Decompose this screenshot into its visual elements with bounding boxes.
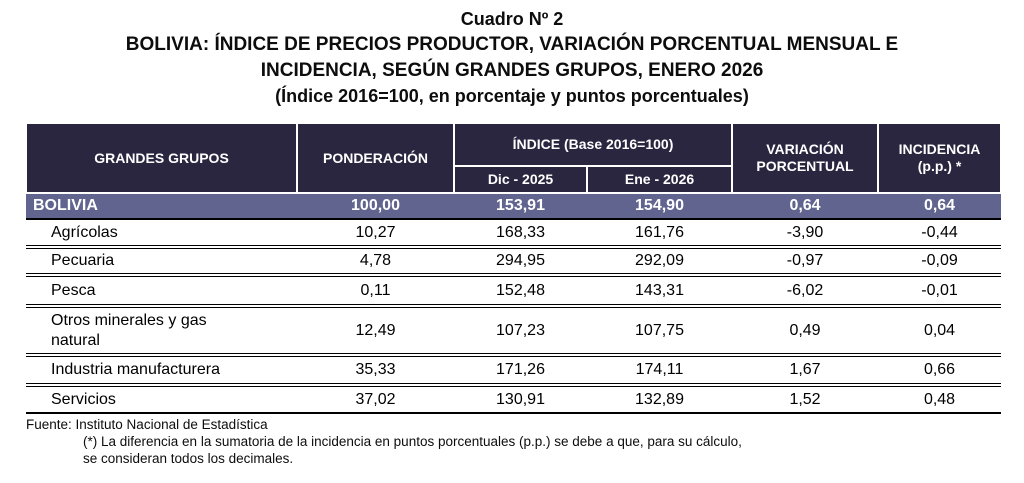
table-row-servicios [26, 385, 1001, 413]
table-row-agricolas [26, 219, 1001, 247]
source-note: Fuente: Instituto Nacional de Estadística [26, 417, 268, 432]
table-row-otros-minerales [26, 306, 1001, 355]
cell-indice-ene: 292,09 [587, 247, 732, 275]
cell-variacion: 1,67 [732, 355, 878, 385]
cell-ponderacion: 12,49 [297, 306, 454, 355]
cell-variacion: -6,02 [732, 275, 878, 306]
row-label: Servicios [26, 385, 297, 413]
cell-indice-ene: 161,76 [587, 219, 732, 247]
title-line-1: BOLIVIA: ÍNDICE DE PRECIOS PRODUCTOR, VARIACIÓN PORCENTUAL MENSUAL E [125, 34, 899, 55]
cell-indice-dic: 294,95 [454, 247, 587, 275]
table-row-pesca [26, 275, 1001, 306]
col-header-ponderacion: PONDERACIÓN [297, 123, 454, 193]
cell-ponderacion: 35,33 [297, 355, 454, 385]
cell-variacion: 0,49 [732, 306, 878, 355]
table-body [26, 193, 1001, 413]
cell-incidencia: -0,01 [878, 275, 1001, 306]
footnote-line-2: se consideran todos los decimales. [83, 451, 294, 466]
cell-ponderacion: 37,02 [297, 385, 454, 413]
col-header-indice: ÍNDICE (Base 2016=100) [454, 123, 732, 166]
row-label: Pecuaria [26, 247, 297, 275]
table-title-block [0, 7, 1024, 109]
header-row-main [26, 123, 1001, 166]
cell-variacion: 0,64 [732, 193, 878, 219]
title-line-2: INCIDENCIA, SEGÚN GRANDES GRUPOS, ENERO 2026 [260, 60, 764, 81]
footnote-line-1: (*) La diferencia en la sumatoria de la incidencia en puntos porcentuales (p.p.) se debe a que, para su cálculo, [83, 434, 742, 449]
table-number: Cuadro Nº 2 [460, 9, 564, 29]
col-header-grandes-grupos: GRANDES GRUPOS [26, 123, 297, 193]
cell-ponderacion: 100,00 [297, 193, 454, 219]
table-row-bolivia-total [26, 193, 1001, 219]
row-label: Industria manufacturera [26, 355, 297, 385]
cell-ponderacion: 0,11 [297, 275, 454, 306]
title-subtitle: (Índice 2016=100, en porcentaje y puntos porcentuales) [275, 86, 749, 106]
cell-indice-ene: 154,90 [587, 193, 732, 219]
cell-ponderacion: 4,78 [297, 247, 454, 275]
table-header [26, 123, 1001, 193]
row-label-text: Otros minerales y gas natural [51, 311, 207, 349]
cell-variacion: -0,97 [732, 247, 878, 275]
cell-variacion: 1,52 [732, 385, 878, 413]
cell-indice-ene: 107,75 [587, 306, 732, 355]
cell-incidencia: 0,04 [878, 306, 1001, 355]
cell-incidencia: 0,66 [878, 355, 1001, 385]
col-header-ene-2026: Ene - 2026 [587, 166, 732, 193]
col-header-variacion-porcentual: VARIACIÓN PORCENTUAL [732, 123, 878, 193]
col-header-incidencia: INCIDENCIA (p.p.) * [878, 123, 1001, 193]
cell-indice-dic: 153,91 [454, 193, 587, 219]
table-footer [26, 416, 742, 467]
col-header-dic-2025: Dic - 2025 [454, 166, 587, 193]
cell-indice-dic: 107,23 [454, 306, 587, 355]
table-row-industria-manufacturera [26, 355, 1001, 385]
cell-indice-ene: 174,11 [587, 355, 732, 385]
cell-indice-ene: 143,31 [587, 275, 732, 306]
cell-indice-dic: 168,33 [454, 219, 587, 247]
table-row-pecuaria [26, 247, 1001, 275]
cell-indice-dic: 171,26 [454, 355, 587, 385]
cell-incidencia: 0,48 [878, 385, 1001, 413]
row-label: BOLIVIA [26, 193, 297, 219]
row-label [26, 306, 297, 355]
cell-indice-dic: 130,91 [454, 385, 587, 413]
cell-variacion: -3,90 [732, 219, 878, 247]
cell-indice-dic: 152,48 [454, 275, 587, 306]
cell-incidencia: -0,09 [878, 247, 1001, 275]
cell-incidencia: -0,44 [878, 219, 1001, 247]
row-label: Pesca [26, 275, 297, 306]
cell-incidencia: 0,64 [878, 193, 1001, 219]
row-label: Agrícolas [26, 219, 297, 247]
cell-indice-ene: 132,89 [587, 385, 732, 413]
cell-ponderacion: 10,27 [297, 219, 454, 247]
price-index-table [25, 122, 1002, 414]
